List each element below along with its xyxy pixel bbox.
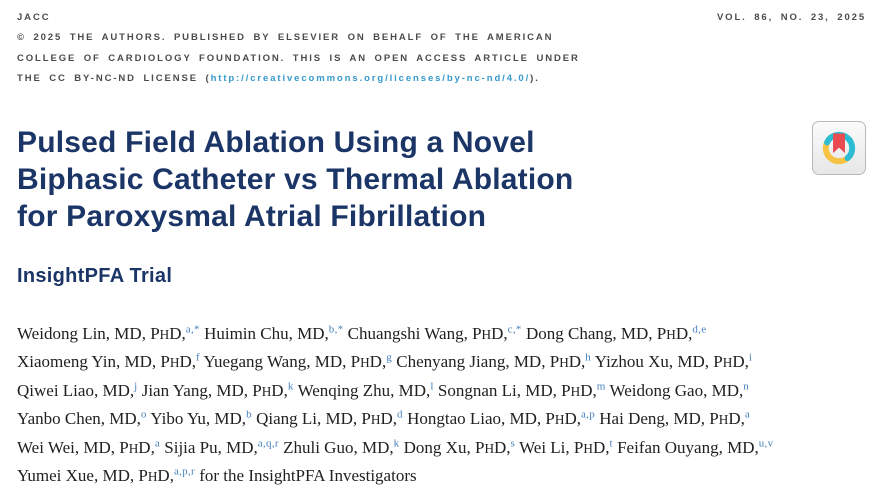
author-line: Yumei Xue, MD, PHD,$^{a,p,r}$ for the InsightPFA Investigators (17, 465, 417, 485)
article-title-line-3: for Paroxysmal Atrial Fibrillation (17, 199, 487, 233)
article-title-line-2: Biphasic Catheter vs Thermal Ablation (17, 162, 574, 196)
affiliation-superscript[interactable]: b,* (328, 322, 344, 335)
article-subtitle: InsightPFA Trial (17, 264, 173, 287)
degree-phd: PHD (545, 409, 577, 428)
degree-phd: PHD (119, 437, 151, 457)
affiliation-superscript[interactable]: u,v (758, 436, 774, 449)
degree-phd: PHD (252, 380, 284, 400)
affiliation-superscript[interactable]: a,* (185, 322, 200, 335)
author-line: Xiaomeng Yin, MD, PHD,$^f$ Yuegang Wang, MD, PHD,$^g$ Chenyang Jiang, MD, PHD,$^h$ Yizhou Xu, MD, PHD,$^i$ (17, 351, 753, 371)
license-line (17, 69, 866, 90)
affiliation-superscript[interactable]: c,* (507, 322, 522, 335)
degree-phd: PHD (160, 352, 192, 371)
masthead (17, 8, 866, 90)
affiliation-superscript[interactable]: d (397, 408, 403, 421)
affiliation-superscript[interactable]: a,p,r (173, 465, 195, 478)
affiliation-superscript[interactable]: j (134, 379, 138, 392)
article-title (17, 124, 866, 235)
copyright-line-2: COLLEGE OF CARDIOLOGY FOUNDATION. THIS IS AN OPEN ACCESS ARTICLE UNDER (17, 52, 580, 64)
affiliation-superscript[interactable]: b (246, 408, 252, 421)
affiliation-superscript[interactable]: a,p (580, 408, 596, 421)
affiliation-superscript[interactable]: h (585, 351, 592, 364)
degree-phd: PHD (472, 323, 504, 343)
journal-badge-icon (816, 125, 862, 171)
affiliation-superscript[interactable]: o (140, 408, 147, 421)
affiliation-superscript[interactable]: f (195, 351, 200, 364)
affiliation-superscript[interactable]: i (748, 351, 753, 364)
affiliation-superscript[interactable]: a,q,r (257, 436, 279, 449)
author-line: Wei Wei, MD, PHD,$^a$ Sijia Pu, MD,$^{a,q,r}$ Zhuli Guo, MD,$^k$ Dong Xu, PHD,$^s$ Wei Li, PHD,$^t$ Feifan Ouyang, MD,$^{u,v}$ (17, 436, 774, 457)
degree-phd: PHD (561, 380, 593, 400)
degree-phd: PHD (150, 323, 182, 343)
affiliation-superscript[interactable]: l (430, 379, 434, 392)
volume-info: VOL. 86, NO. 23, 2025 (716, 12, 866, 23)
degree-phd: PHD (573, 437, 606, 457)
affiliation-superscript[interactable]: n (743, 379, 750, 392)
affiliation-superscript[interactable]: t (609, 436, 613, 449)
affiliation-superscript[interactable]: k (287, 379, 294, 392)
affiliation-superscript[interactable]: k (393, 436, 400, 449)
degree-phd: PHD (709, 409, 741, 428)
article-title-line-1: Pulsed Field Ablation Using a Novel (17, 125, 535, 159)
degree-phd: PHD (138, 466, 170, 485)
author-line: Weidong Lin, MD, PHD,$^{a,*}$ Huimin Chu, MD,$^{b,*}$ Chuangshi Wang, PHD,$^{c,*}$ Dong Chang, MD, PHD,$^{d,e}$ (17, 322, 707, 343)
author-line: Yanbo Chen, MD,$^o$ Yibo Yu, MD,$^b$ Qiang Li, MD, PHD,$^d$ Hongtao Liao, MD, PHD,$^{a,p}$ Hai Deng, MD, PHD,$^a$ (17, 408, 751, 428)
degree-phd: PHD (474, 437, 507, 457)
degree-phd: PHD (361, 409, 393, 428)
affiliation-superscript[interactable]: d,e (692, 322, 707, 335)
journal-badge[interactable] (812, 121, 866, 175)
degree-phd: PHD (656, 323, 689, 343)
affiliation-superscript[interactable]: a (154, 436, 161, 449)
affiliation-superscript[interactable]: s (510, 436, 516, 449)
affiliation-superscript[interactable]: g (386, 351, 392, 364)
license-suffix: ). (530, 73, 540, 84)
affiliation-superscript[interactable]: a (744, 408, 751, 421)
author-line: Qiwei Liao, MD,$^j$ Jian Yang, MD, PHD,$^k$ Wenqing Zhu, MD,$^l$ Songnan Li, MD, PHD,$^m$ Weidong Gao, MD,$^n$ (17, 379, 750, 400)
degree-phd: PHD (350, 352, 382, 371)
masthead-top-row (17, 8, 866, 28)
license-link[interactable]: http://creativecommons.org/licenses/by-nc-nd/4.0/ (210, 73, 531, 84)
license-prefix: THE CC BY-NC-ND LICENSE ( (17, 73, 211, 84)
degree-phd: PHD (713, 352, 745, 371)
author-list (17, 320, 866, 491)
copyright-line-1: © 2025 THE AUTHORS. PUBLISHED BY ELSEVIER ON BEHALF OF THE AMERICAN (17, 32, 554, 43)
journal-name: JACC (17, 12, 51, 23)
affiliation-superscript[interactable]: m (596, 379, 606, 392)
degree-phd: PHD (549, 352, 582, 371)
